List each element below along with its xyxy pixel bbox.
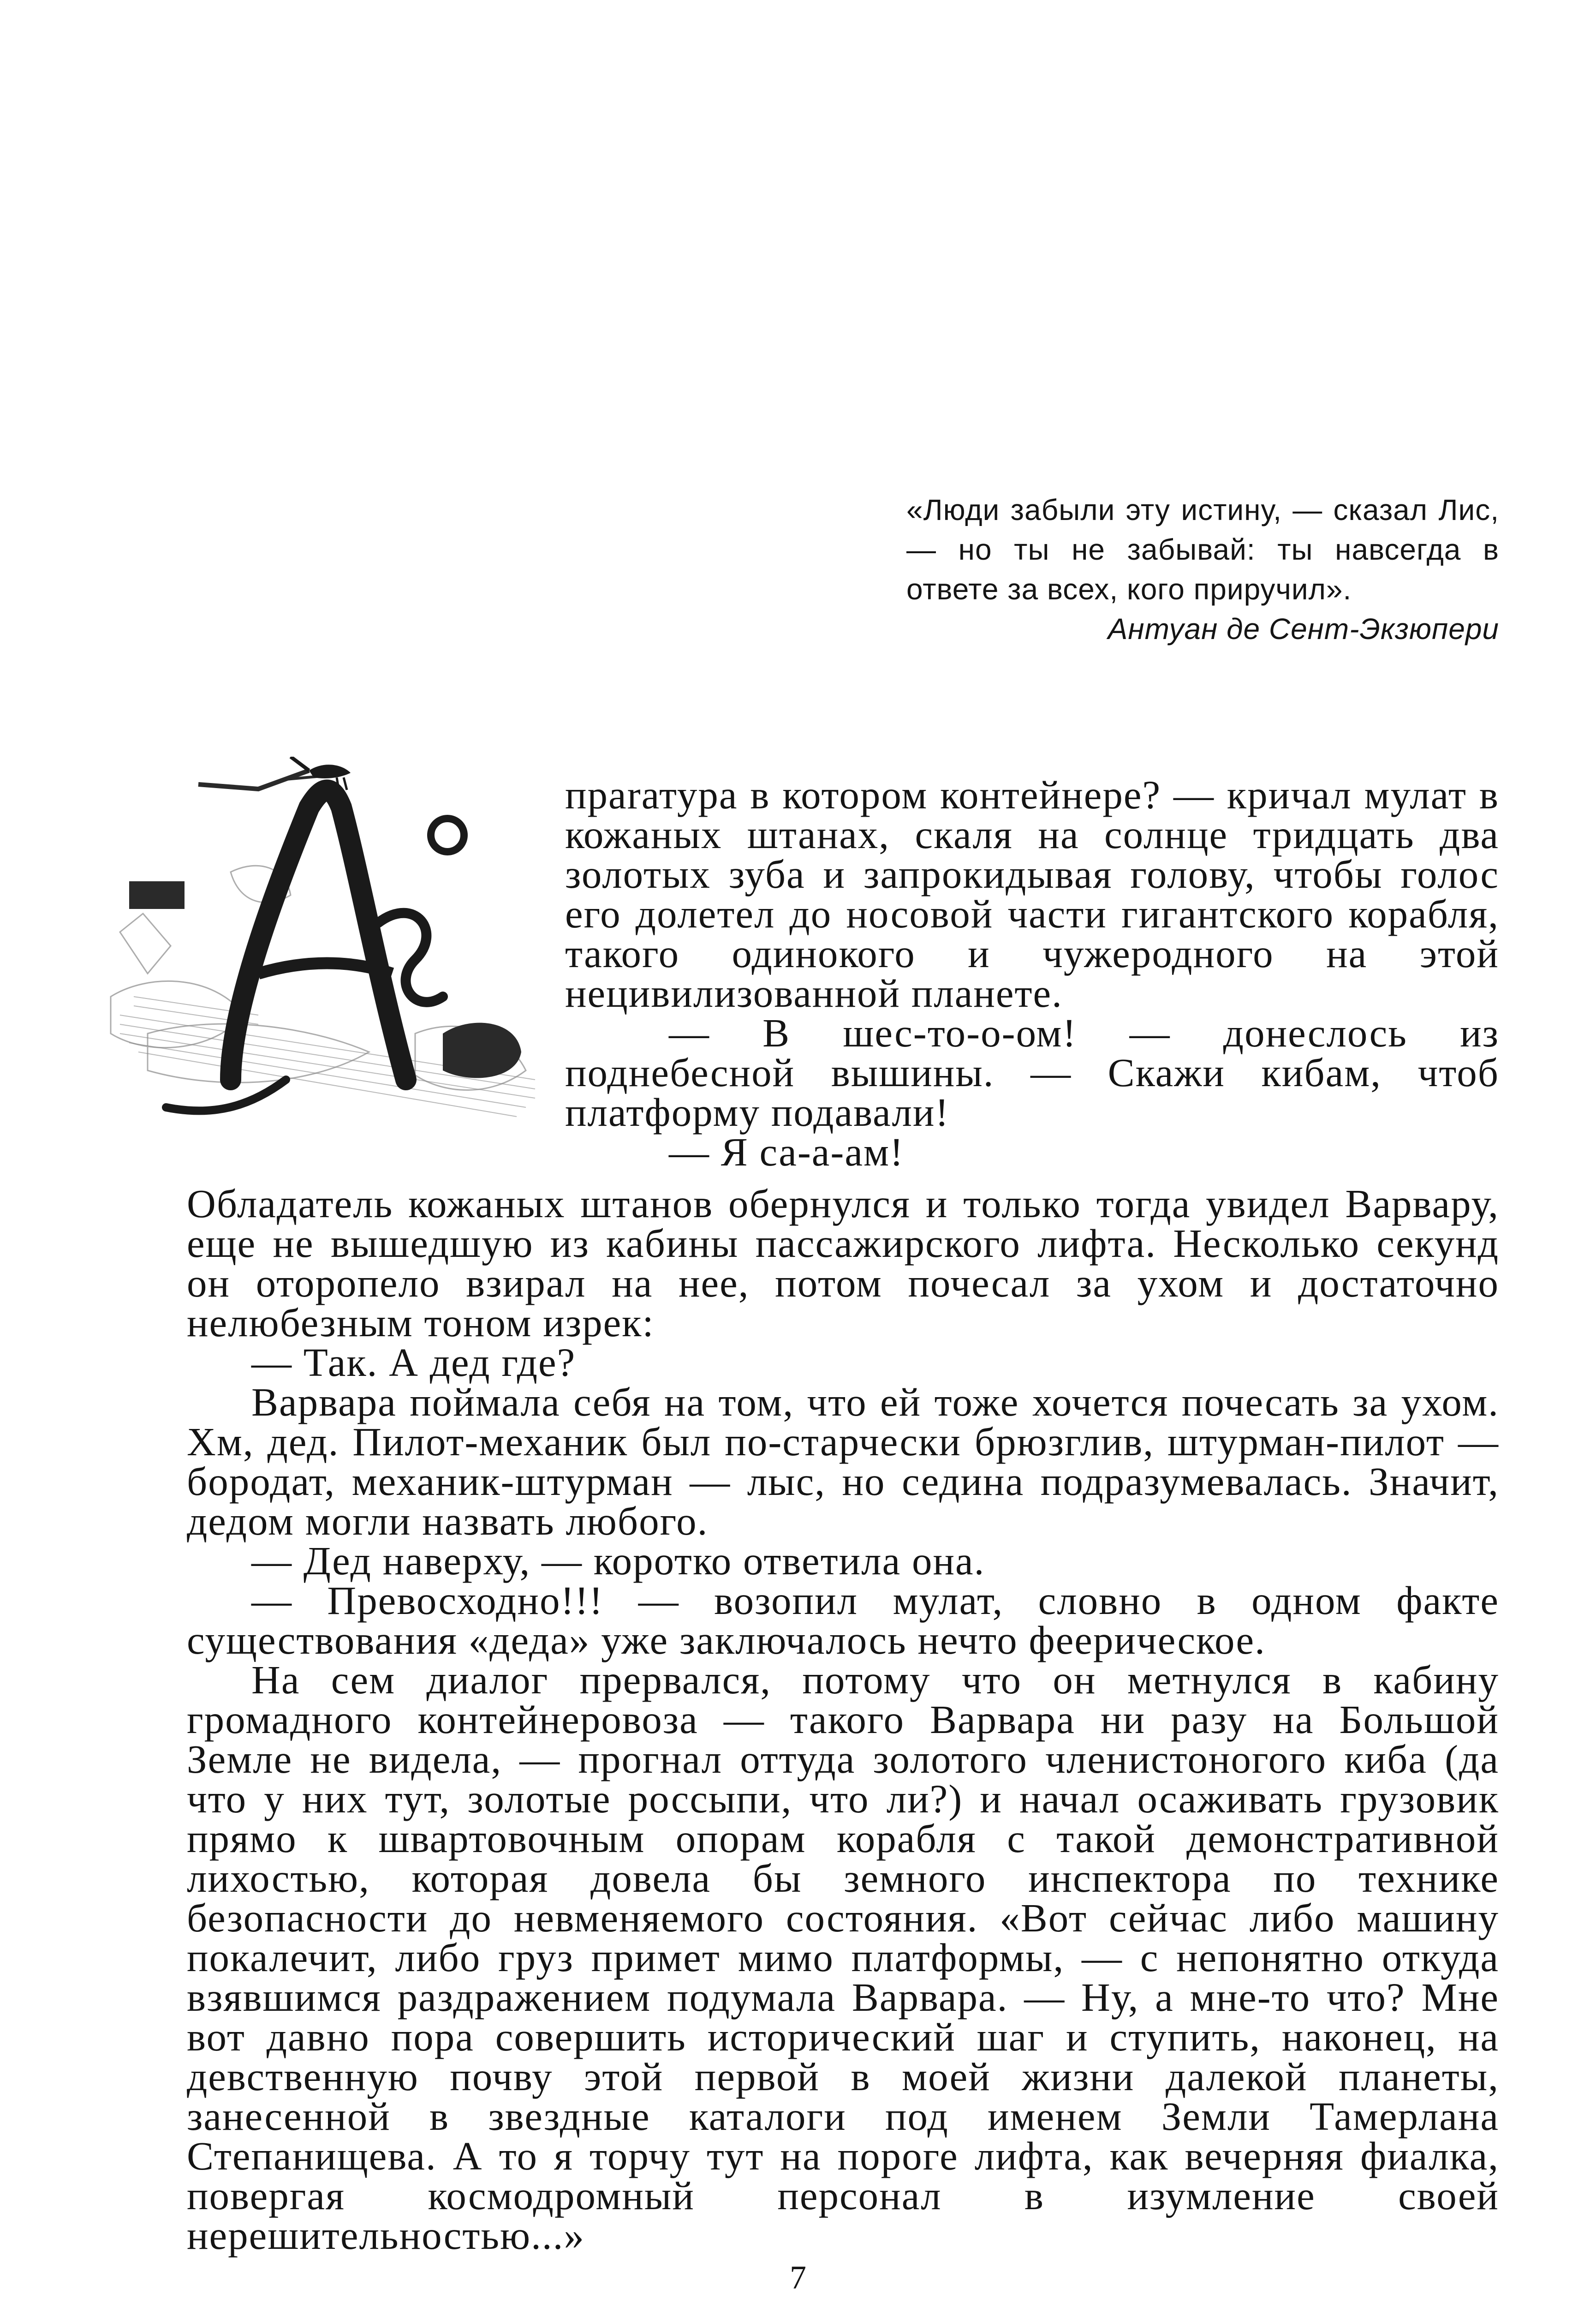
dialogue-line: — Я са-а-ам! (669, 1130, 905, 1174)
epigraph (906, 490, 1499, 649)
paragraph: Обладатель кожаных штанов обернулся и только тогда увидел Варвару, еще не вышедшую из кабины пассажирского лифта. Несколько секунд он оторопело взирал на нее, потом почесал за ухом и достаточно нелюбезным тоном изрек: (187, 1181, 1499, 1345)
body-text (187, 1181, 1499, 2258)
dialogue-line: — Так. А дед где? (251, 1340, 576, 1385)
page-number: 7 (790, 2259, 806, 2296)
paragraph: Варвара поймала себя на том, что ей тоже хочется почесать за ухом. Хм, дед. Пилот-механик был по-старчески брюзглив, штурман-пилот — бородат, механик-штурман — лыс, но седина подразумевалась. Значит, дедом могли назвать любого. (187, 1380, 1499, 1543)
dialogue-line: — В шес-то-о-ом! — донеслось из поднебесной вышины. — Скажи кибам, чтоб платформу подавали! (565, 1010, 1499, 1135)
lead-text (565, 772, 1499, 1174)
dialogue-line: — Дед наверху, — коротко ответила она. (251, 1538, 985, 1583)
dialogue-line: — Превосходно!!! — возопил мулат, словно в одном факте существования «деда» уже заключалось нечто феерическое. (187, 1578, 1499, 1662)
paragraph: пparатура в котором контейнере? — кричал мулат в кожаных штанах, скаля на солнце тридцать два золотых зуба и запрокидывая голову, чтобы голос его долетел до носовой части гигантского корабля, такого одинокого и чужеродного на этой нецивилизованной планете. (565, 772, 1499, 1016)
epigraph-author: Антуан де Сент-Экзюпери (1108, 612, 1499, 645)
paragraph: На сем диалог прервался, потому что он метнулся в кабину громадного контейнеровоза — такого Варвара ни разу на Большой Земле не видела, — прогнал оттуда золотого членистоногого киба (да что у них тут, золотые россыпи, что ли?) и начал осаживать грузовик прямо к швартовочным опорам корабля с такой демонстративной лихостью, которая довела бы земного инспектора по технике безопасности до невменяемого состояния. «Вот сейчас либо машину покалечит, либо груз примет мимо платформы, — с непонятно откуда взявшимся раздражением подумала Варвара. — Ну, а мне-то что? Мне вот давно пора совершить исторический шаг и ступить, наконец, на девственную почву этой первой в моей жизни далекой планеты, занесенной в звездные каталоги под именем Земли Тамерлана Степанищева. А то я торчу тут на пороге лифта, как вечерняя фиалка, повергая космодромный персонал в изумление своей нерешительностью...» (187, 1657, 1499, 2258)
decorated-initial-a-with-bird-icon (92, 757, 558, 1135)
epigraph-quote: «Люди забыли эту истину, — сказал Лис, — но ты не забывай: ты навсегда в ответе за всех, кого приручил». (906, 493, 1499, 606)
